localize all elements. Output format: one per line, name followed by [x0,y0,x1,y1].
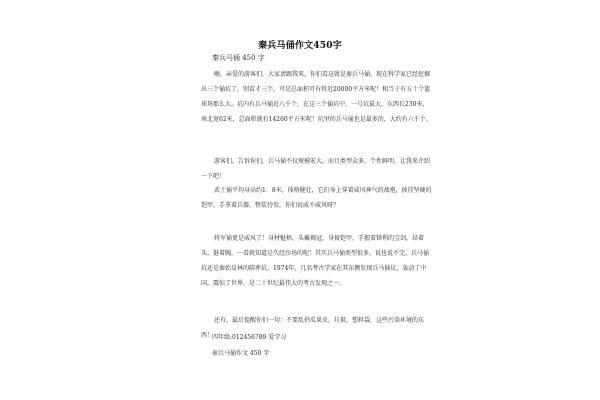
paragraph-general: 将军俑更是威风了！身材魁梧，头戴褐冠，身披铠甲，手握着锋利的宝剑，昂着头，挺着胸，一看就知道是久经沙场的呢！其实兵马俑类型很多，说也说不完。兵马俑坑还是秦始皇林的陪葬坑，1974年，几名考古学家在其东侧发现兵马俑坑，轰动了中国，震惊了世界，是二十世纪最伟大的考古发现之一。 [201,235,430,287]
paragraph-warrior: 武士俑平均身高约1．8米，体格健壮，它们身上穿着威风神气的战袍，披挂坚硬的铠甲，手拿着兵器，整装待发，你们说威不威风呀？ [201,187,432,209]
closing-title: 秦兵马俑作文 450 字 [212,350,270,357]
document-heading: 秦兵马俑 450 字 [212,54,265,62]
paragraph-intro: 嗨，亲爱的游客们，大家请跟我来，你们看这就是秦兵马俑。现在科学家已经挖掘出三个俑坑了，别看才三个，可是总面积可有将近20000平方米呢！相当于有五十个篮球场那么大。坑内有兵马俑近八千个，在这三个俑坑中，一号坑最大，东西长230米，南北宽62米，总面积就有14260平方米呢！坑里的兵马俑也是最多的，大约有六千个。 [201,71,432,123]
author-line: 四年级:012456789 爱学习 [212,334,287,341]
paragraph-reminder: 还有，最后提醒你们一句：不要乱扔瓜果皮，垃圾，塑料袋，这些污染环境的东西！ [201,317,425,339]
paragraph-types: 游客们，告诉你们，兵马俑不仅规模宏大，而且类型众多，个性鲜明，让我来介绍一下吧！ [201,158,431,180]
document-title: 秦兵马俑作文450字 [258,41,342,51]
